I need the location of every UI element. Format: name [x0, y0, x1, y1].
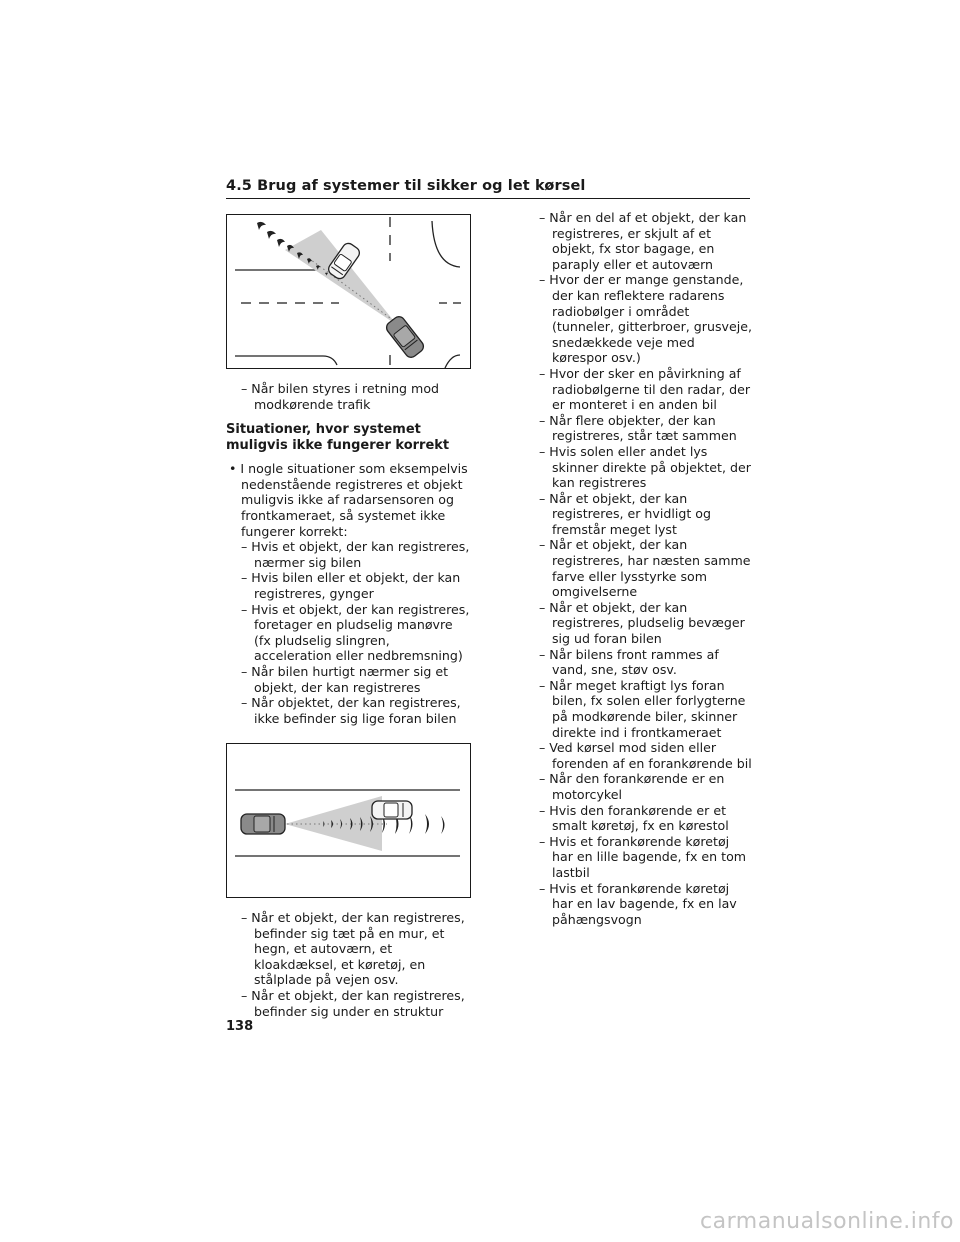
ego-car	[241, 814, 285, 834]
intersection-turn-illustration	[227, 215, 470, 368]
list-item: – Når den forankørende er en motorcykel	[539, 771, 725, 802]
target-car	[372, 801, 412, 819]
page-number: 138	[226, 1019, 254, 1034]
list-item: – Hvis et forankørende køretøj har en lav bagende, fx en lav påhængsvogn	[539, 880, 737, 927]
list-item: – Når bilens front rammes af vand, sne, støv osv.	[539, 646, 719, 678]
list-item: – Hvis bilen eller et objekt, der kan registreres, gynger	[241, 570, 461, 601]
section-title: 4.5 Brug af systemer til sikker og let kørsel	[226, 178, 586, 194]
list-item: – Hvis et forankørende køretøj har en lille bagende, fx en tom lastbil	[539, 833, 747, 880]
list-item: – Når et objekt, der kan registreres, befinder sig tæt på en mur, et hegn, et autoværn, et kloakdæksel, et køretøj, en stålplade på vejen osv.	[241, 910, 465, 988]
ego-car	[384, 314, 426, 359]
left-column-bottom	[226, 910, 471, 1019]
list-item: – Når et objekt, der kan registreres, har næsten samme farve eller lysstyrke som omgivelserne	[539, 537, 751, 600]
list-item: – Når et objekt, der kan registreres, befinder sig under en struktur	[241, 987, 465, 1019]
list-item: – Ved kørsel mod siden eller forenden af en forankørende bil	[539, 740, 752, 771]
list-item: – Hvor der er mange genstande, der kan reflektere radarens radiobølger i området (tunneler, gitterbroer, grusveje, snedækkede veje med kørespor osv.)	[539, 272, 752, 366]
left-column-top	[226, 381, 471, 726]
list-item: – Hvis et objekt, der kan registreres, nærmer sig bilen	[241, 539, 470, 570]
list-item: – Når bilen hurtigt nærmer sig et objekt, der kan registreres	[241, 663, 449, 695]
header-rule	[226, 198, 750, 199]
offset-target-illustration	[227, 744, 470, 897]
right-column	[524, 210, 752, 927]
list-item: – Når meget kraftigt lys foran bilen, fx solen eller forlygterne på modkørende biler, skinner direkte ind i frontkameraet	[539, 677, 746, 740]
list-item: – Når et objekt, der kan registreres, pludselig bevæger sig ud foran bilen	[539, 599, 745, 647]
figure-offset-target	[226, 743, 471, 898]
list-item: – Hvis et objekt, der kan registreres, foretager en pludselig manøvre (fx pludselig slingren, acceleration eller nedbremsning)	[241, 601, 470, 664]
figure-intersection-turn	[226, 214, 471, 369]
list-item: – Når et objekt, der kan registreres, er hvidligt og fremstår meget lyst	[539, 490, 711, 537]
watermark: carmanualsonline.info	[700, 1209, 954, 1234]
list-item: – Hvis solen eller andet lys skinner direkte på objektet, der kan registreres	[539, 443, 751, 491]
list-item: – Når objektet, der kan registreres, ikke befinder sig lige foran bilen	[241, 695, 461, 726]
list-item: – Når bilen styres i retning mod modkørende trafik	[241, 381, 440, 412]
bullet-intro: • I nogle situationer som eksempelvis nedenstående registreres et objekt muligvis ikke af radarsensoren og frontkameraet, så systemet ikke fungerer korrekt:	[229, 461, 468, 539]
list-item: – Når flere objekter, der kan registreres, står tæt sammen	[539, 412, 737, 444]
list-item: – Hvor der sker en påvirkning af radiobølgerne til den radar, der er monteret i en anden bil	[539, 365, 751, 413]
page-header	[226, 178, 750, 199]
list-item: – Hvis den forankørende er et smalt køretøj, fx en kørestol	[539, 802, 729, 834]
section-heading: Situationer, hvor systemet muligvis ikke fungerer korrekt	[226, 422, 450, 454]
list-item: – Når en del af et objekt, der kan registreres, er skjult af et objekt, fx stor bagage, en paraply eller et autoværn	[539, 210, 747, 272]
